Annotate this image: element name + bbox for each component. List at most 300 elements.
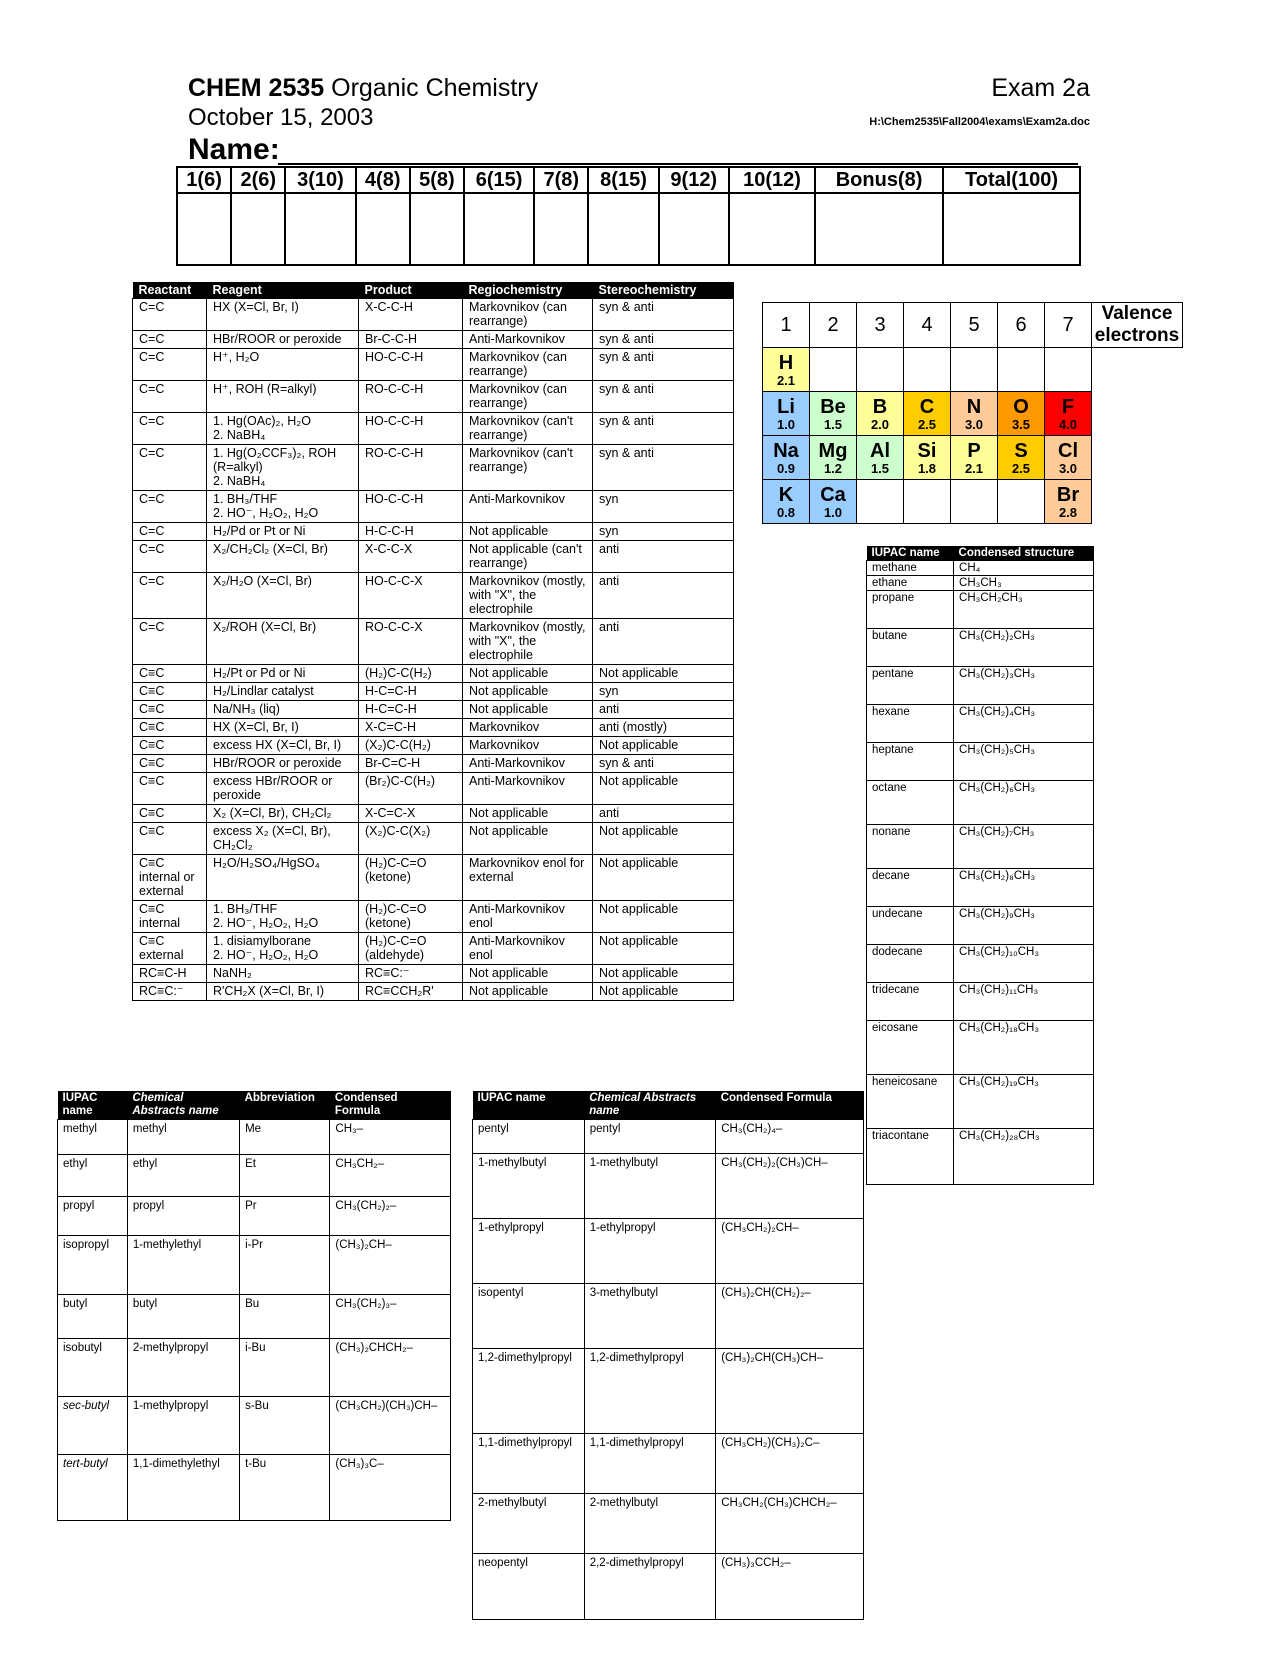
table-cell: X₂/CH₂Cl₂ (X=Cl, Br) xyxy=(207,541,359,573)
table-cell: C≡C xyxy=(133,755,207,773)
table-row xyxy=(473,1284,864,1349)
table-cell: Not applicable xyxy=(463,665,593,683)
table-cell: 2-methylpropyl xyxy=(127,1339,239,1397)
table-cell: Me xyxy=(240,1120,330,1155)
table-cell: nonane xyxy=(867,825,954,869)
table-cell: pentyl xyxy=(473,1120,585,1154)
table-cell: Not applicable (can't rearrange) xyxy=(463,541,593,573)
element-symbol: Be xyxy=(820,395,846,418)
table-cell: 1. disiamylborane 2. HO⁻, H₂O₂, H₂O xyxy=(207,933,359,965)
name-label: Name: xyxy=(188,133,280,166)
table-cell: Not applicable xyxy=(593,773,734,805)
table-cell: methane xyxy=(867,561,954,576)
column-header: Condensed Formula xyxy=(330,1091,451,1120)
table-row xyxy=(473,1349,864,1434)
table-cell: Not applicable xyxy=(593,933,734,965)
element-cell xyxy=(904,392,951,436)
table-cell: H⁺, H₂O xyxy=(207,349,359,381)
table-cell: excess HX (X=Cl, Br, I) xyxy=(207,737,359,755)
electronegativity: 3.0 xyxy=(964,416,984,432)
empty-cell xyxy=(810,348,857,392)
table-cell: CH₃(CH₂)₂– xyxy=(330,1197,451,1236)
table-cell: (H₂)C-C=O (ketone) xyxy=(359,901,463,933)
table-cell: Not applicable xyxy=(463,965,593,983)
column-header: Stereochemistry xyxy=(593,282,734,299)
score-table xyxy=(176,166,1081,266)
table-cell: CH₃(CH₂)₄CH₃ xyxy=(954,705,1094,743)
column-header: IUPAC name xyxy=(473,1091,585,1120)
table-cell: RC≡C:⁻ xyxy=(359,965,463,983)
table-cell: anti xyxy=(593,573,734,619)
column-header: Chemical Abstracts name xyxy=(127,1091,239,1120)
score-header-cell: 7(8) xyxy=(534,167,588,193)
electronegativity: 1.8 xyxy=(917,460,937,476)
table-cell: CH₃(CH₂)₃CH₃ xyxy=(954,667,1094,705)
table-cell: Not applicable xyxy=(463,983,593,1001)
element-symbol: Mg xyxy=(818,439,848,462)
table-cell: butane xyxy=(867,629,954,667)
column-header: Chemical Abstracts name xyxy=(584,1091,716,1120)
score-header-cell: 5(8) xyxy=(410,167,464,193)
element-cell xyxy=(1045,392,1092,436)
element-symbol: S xyxy=(1014,439,1028,462)
table-cell: (CH₃)₃CCH₂– xyxy=(716,1554,864,1620)
table-cell: syn & anti xyxy=(593,413,734,445)
group-number: 6 xyxy=(998,303,1045,348)
table-cell: ethyl xyxy=(58,1155,128,1197)
table-cell: neopentyl xyxy=(473,1554,585,1620)
table-row xyxy=(867,945,1094,983)
table-cell: Not applicable xyxy=(593,665,734,683)
table-cell: (CH₃CH₂)(CH₃)₂C– xyxy=(716,1434,864,1494)
table-cell: C=C xyxy=(133,573,207,619)
table-cell: Markovnikov (can't rearrange) xyxy=(463,445,593,491)
table-cell: HO-C-C-H xyxy=(359,349,463,381)
table-row xyxy=(867,667,1094,705)
period-row xyxy=(763,392,1183,436)
table-row xyxy=(867,1021,1094,1075)
table-row xyxy=(867,561,1094,576)
empty-cell xyxy=(904,480,951,524)
table-cell: s-Bu xyxy=(240,1397,330,1455)
score-entry-cell[interactable] xyxy=(534,193,588,265)
electronegativity: 2.1 xyxy=(776,372,796,388)
table-cell: Markovnikov (can rearrange) xyxy=(463,381,593,413)
electronegativity: 0.9 xyxy=(776,460,796,476)
electronegativity: 0.8 xyxy=(776,504,796,520)
score-header-row xyxy=(177,167,1080,193)
element-cell xyxy=(763,436,810,480)
score-header-cell: 2(6) xyxy=(231,167,285,193)
score-entry-cell[interactable] xyxy=(729,193,815,265)
table-row xyxy=(133,299,734,331)
table-cell: anti (mostly) xyxy=(593,719,734,737)
empty-cell xyxy=(1045,348,1092,392)
table-row xyxy=(867,825,1094,869)
element-cell xyxy=(1045,436,1092,480)
table-row xyxy=(133,523,734,541)
column-header: Product xyxy=(359,282,463,299)
table-cell: eicosane xyxy=(867,1021,954,1075)
table-row xyxy=(867,743,1094,781)
table-cell: C=C xyxy=(133,445,207,491)
table-cell: CH₃(CH₂)₂(CH₃)CH– xyxy=(716,1154,864,1219)
table-row xyxy=(58,1236,451,1295)
table-cell: CH₃CH₃ xyxy=(954,576,1094,591)
table-cell: isopropyl xyxy=(58,1236,128,1295)
course-name: Organic Chemistry xyxy=(324,74,539,102)
table-cell: Not applicable xyxy=(593,965,734,983)
table-cell: (CH₃)₃C– xyxy=(330,1455,451,1521)
table-row xyxy=(133,445,734,491)
score-entry-cell[interactable] xyxy=(943,193,1080,265)
element-symbol: Si xyxy=(917,439,937,462)
electronegativity: 1.5 xyxy=(823,416,843,432)
table-cell: tert-butyl xyxy=(58,1455,128,1521)
table-cell: RC≡CCH₂R' xyxy=(359,983,463,1001)
score-header-cell: 4(8) xyxy=(356,167,410,193)
table-cell: anti xyxy=(593,619,734,665)
column-header: IUPAC name xyxy=(58,1091,128,1120)
table-cell: 1-methylbutyl xyxy=(584,1154,716,1219)
table-cell: syn & anti xyxy=(593,349,734,381)
table-row xyxy=(867,907,1094,945)
empty-cell xyxy=(998,480,1045,524)
electronegativity: 4.0 xyxy=(1058,416,1078,432)
table-cell: syn & anti xyxy=(593,445,734,491)
table-row xyxy=(867,781,1094,825)
table-row xyxy=(473,1434,864,1494)
table-cell: H⁺, ROH (R=alkyl) xyxy=(207,381,359,413)
table-cell: (Br₂)C-C(H₂) xyxy=(359,773,463,805)
score-entry-cell[interactable] xyxy=(464,193,534,265)
electronegativity: 2.8 xyxy=(1058,504,1078,520)
group-number: 1 xyxy=(763,303,810,348)
table-cell: CH₃CH₂(CH₃)CHCH₂– xyxy=(716,1494,864,1554)
table-cell: C=C xyxy=(133,619,207,665)
element-symbol: C xyxy=(919,395,935,418)
table-cell: (H₂)C-C=O (ketone) xyxy=(359,855,463,901)
table-cell: HO-C-C-X xyxy=(359,573,463,619)
table-cell: C≡C xyxy=(133,737,207,755)
table-row xyxy=(133,805,734,823)
table-row xyxy=(473,1154,864,1219)
score-header-cell: 1(6) xyxy=(177,167,231,193)
table-cell: heptane xyxy=(867,743,954,781)
table-cell: t-Bu xyxy=(240,1455,330,1521)
table-cell: RC≡C:⁻ xyxy=(133,983,207,1001)
table-cell: CH₃CH₂CH₃ xyxy=(954,591,1094,629)
element-symbol: K xyxy=(778,483,794,506)
table-cell: H₂/Lindlar catalyst xyxy=(207,683,359,701)
table-cell: octane xyxy=(867,781,954,825)
table-cell: C=C xyxy=(133,491,207,523)
table-cell: 2-methylbutyl xyxy=(584,1494,716,1554)
column-header: Reactant xyxy=(133,282,207,299)
group-number: 7 xyxy=(1045,303,1092,348)
table-cell: 1,1-dimethylethyl xyxy=(127,1455,239,1521)
table-row xyxy=(133,855,734,901)
table-cell: C=C xyxy=(133,349,207,381)
table-cell: X-C=C-H xyxy=(359,719,463,737)
table-cell: RO-C-C-H xyxy=(359,445,463,491)
table-cell: 1. BH₃/THF 2. HO⁻, H₂O₂, H₂O xyxy=(207,901,359,933)
name-field[interactable] xyxy=(278,163,1078,165)
element-symbol: B xyxy=(872,395,888,418)
element-symbol: F xyxy=(1061,395,1075,418)
table-cell: syn xyxy=(593,523,734,541)
table-cell: i-Bu xyxy=(240,1339,330,1397)
element-cell xyxy=(857,436,904,480)
table-cell: (H₂)C-C(H₂) xyxy=(359,665,463,683)
table-cell: decane xyxy=(867,869,954,907)
table-cell: C≡C external xyxy=(133,933,207,965)
periodic-table xyxy=(762,302,1183,524)
table-cell: CH₃(CH₂)₃– xyxy=(330,1295,451,1339)
table-cell: CH₃(CH₂)₆CH₃ xyxy=(954,781,1094,825)
column-header: IUPAC name xyxy=(867,546,954,561)
table-row xyxy=(58,1339,451,1397)
element-cell xyxy=(1045,480,1092,524)
electronegativity: 1.2 xyxy=(823,460,843,476)
table-cell: Not applicable xyxy=(463,701,593,719)
score-entry-cell[interactable] xyxy=(659,193,729,265)
table-cell: X₂ (X=Cl, Br), CH₂Cl₂ xyxy=(207,805,359,823)
reaction-table xyxy=(132,282,734,1001)
table-cell: CH₃(CH₂)₂₈CH₃ xyxy=(954,1129,1094,1185)
table-row xyxy=(867,1129,1094,1185)
table-row xyxy=(867,705,1094,743)
file-path: H:\Chem2535\Fall2004\exams\Exam2a.doc xyxy=(869,116,1090,128)
table-cell: Br-C-C-H xyxy=(359,331,463,349)
empty-cell xyxy=(951,348,998,392)
table-cell: C≡C xyxy=(133,683,207,701)
column-header: Condensed Formula xyxy=(716,1091,864,1120)
table-cell: propyl xyxy=(58,1197,128,1236)
table-row xyxy=(133,381,734,413)
table-row xyxy=(867,591,1094,629)
table-cell: Markovnikov (can rearrange) xyxy=(463,299,593,331)
electronegativity: 2.1 xyxy=(964,460,984,476)
element-cell xyxy=(951,392,998,436)
element-cell xyxy=(810,480,857,524)
table-cell: CH₃(CH₂)₁₈CH₃ xyxy=(954,1021,1094,1075)
table-row xyxy=(133,573,734,619)
element-cell xyxy=(998,392,1045,436)
element-symbol: N xyxy=(966,395,982,418)
table-cell: pentane xyxy=(867,667,954,705)
table-cell: C≡C xyxy=(133,773,207,805)
element-cell xyxy=(904,436,951,480)
table-row xyxy=(133,737,734,755)
table-row xyxy=(133,683,734,701)
table-row xyxy=(133,773,734,805)
table-cell: butyl xyxy=(127,1295,239,1339)
table-cell: CH₃(CH₂)₂CH₃ xyxy=(954,629,1094,667)
electronegativity: 2.5 xyxy=(1011,460,1031,476)
table-cell: Not applicable xyxy=(593,983,734,1001)
group-number: 2 xyxy=(810,303,857,348)
table-cell: CH₃– xyxy=(330,1120,451,1155)
table-row xyxy=(133,491,734,523)
table-cell: C=C xyxy=(133,299,207,331)
table-cell: isobutyl xyxy=(58,1339,128,1397)
table-cell: (X₂)C-C(H₂) xyxy=(359,737,463,755)
score-entry-cell[interactable] xyxy=(177,193,231,265)
table-row xyxy=(867,629,1094,667)
table-cell: 1-methylpropyl xyxy=(127,1397,239,1455)
table-cell: anti xyxy=(593,805,734,823)
table-cell: HBr/ROOR or peroxide xyxy=(207,331,359,349)
score-entry-cell[interactable] xyxy=(410,193,464,265)
table-cell: CH₃(CH₂)₁₀CH₃ xyxy=(954,945,1094,983)
score-header-cell: 10(12) xyxy=(729,167,815,193)
element-cell xyxy=(763,392,810,436)
empty-cell xyxy=(904,348,951,392)
table-cell: Et xyxy=(240,1155,330,1197)
substituent-table-1-header xyxy=(58,1091,451,1120)
table-cell: NaNH₂ xyxy=(207,965,359,983)
table-cell: (CH₃CH₂)₂CH– xyxy=(716,1219,864,1284)
table-cell: 1-ethylpropyl xyxy=(584,1219,716,1284)
table-cell: Markovnikov (can rearrange) xyxy=(463,349,593,381)
table-cell: syn & anti xyxy=(593,299,734,331)
table-row xyxy=(133,701,734,719)
period-row xyxy=(763,480,1183,524)
table-cell: RO-C-C-X xyxy=(359,619,463,665)
course-code: CHEM 2535 xyxy=(188,74,325,102)
table-cell: 1. Hg(OAc)₂, H₂O 2. NaBH₄ xyxy=(207,413,359,445)
score-header-cell: 3(10) xyxy=(285,167,355,193)
table-cell: Markovnikov (can't rearrange) xyxy=(463,413,593,445)
score-entry-cell[interactable] xyxy=(815,193,943,265)
table-cell: ethyl xyxy=(127,1155,239,1197)
table-row xyxy=(58,1397,451,1455)
table-row xyxy=(133,901,734,933)
table-cell: dodecane xyxy=(867,945,954,983)
table-cell: CH₃(CH₂)₈CH₃ xyxy=(954,869,1094,907)
element-symbol: Al xyxy=(870,439,890,462)
column-header: Condensed structure xyxy=(954,546,1094,561)
table-cell: 1-ethylpropyl xyxy=(473,1219,585,1284)
table-cell: 1,2-dimethylpropyl xyxy=(584,1349,716,1434)
table-cell: Na/NH₃ (liq) xyxy=(207,701,359,719)
score-entry-row xyxy=(177,193,1080,265)
course-title xyxy=(188,74,538,103)
score-entry-cell[interactable] xyxy=(356,193,410,265)
empty-cell xyxy=(998,348,1045,392)
table-cell: anti xyxy=(593,541,734,573)
table-cell: C≡C internal xyxy=(133,901,207,933)
table-cell: (CH₃)₂CH(CH₃)CH– xyxy=(716,1349,864,1434)
table-row xyxy=(58,1295,451,1339)
table-cell: X-C=C-X xyxy=(359,805,463,823)
table-cell: C=C xyxy=(133,541,207,573)
element-symbol: Ca xyxy=(820,483,846,506)
table-row xyxy=(133,665,734,683)
substituent-table-2-header xyxy=(473,1091,864,1120)
table-row xyxy=(133,331,734,349)
table-cell: C≡C xyxy=(133,823,207,855)
table-cell: Markovnikov (mostly, with "X", the electrophile xyxy=(463,619,593,665)
table-cell: anti xyxy=(593,701,734,719)
table-row xyxy=(867,983,1094,1021)
electronegativity: 1.5 xyxy=(870,460,890,476)
table-cell: tridecane xyxy=(867,983,954,1021)
table-cell: undecane xyxy=(867,907,954,945)
table-cell: syn xyxy=(593,683,734,701)
empty-cell xyxy=(857,480,904,524)
substituent-table-1 xyxy=(57,1091,451,1521)
element-symbol: P xyxy=(967,439,981,462)
group-number: 4 xyxy=(904,303,951,348)
table-cell: Anti-Markovnikov xyxy=(463,755,593,773)
score-entry-cell[interactable] xyxy=(285,193,355,265)
score-header-cell: 6(15) xyxy=(464,167,534,193)
table-cell: 1. BH₃/THF 2. HO⁻, H₂O₂, H₂O xyxy=(207,491,359,523)
table-cell: C=C xyxy=(133,331,207,349)
table-cell: Markovnikov xyxy=(463,719,593,737)
score-header-cell: Total(100) xyxy=(943,167,1080,193)
table-cell: Not applicable xyxy=(463,683,593,701)
table-cell: excess X₂ (X=Cl, Br), CH₂Cl₂ xyxy=(207,823,359,855)
table-cell: (CH₃CH₂)(CH₃)CH– xyxy=(330,1397,451,1455)
element-cell xyxy=(810,392,857,436)
electronegativity: 2.5 xyxy=(917,416,937,432)
table-cell: propane xyxy=(867,591,954,629)
periodic-table-header xyxy=(763,303,1183,348)
table-cell: Not applicable xyxy=(463,823,593,855)
score-entry-cell[interactable] xyxy=(231,193,285,265)
table-cell: syn & anti xyxy=(593,381,734,413)
table-cell: Not applicable xyxy=(463,805,593,823)
element-symbol: Br xyxy=(1056,483,1080,506)
table-cell: C≡C xyxy=(133,719,207,737)
table-cell: 1. Hg(O₂CCF₃)₂, ROH (R=alkyl) 2. NaBH₄ xyxy=(207,445,359,491)
table-cell: Anti-Markovnikov xyxy=(463,773,593,805)
electronegativity: 2.0 xyxy=(870,416,890,432)
table-cell: CH₃(CH₂)₁₁CH₃ xyxy=(954,983,1094,1021)
table-cell: Markovnikov (mostly, with "X", the electrophile xyxy=(463,573,593,619)
electronegativity: 1.0 xyxy=(776,416,796,432)
table-row xyxy=(133,755,734,773)
table-row xyxy=(58,1155,451,1197)
table-cell: HO-C-C-H xyxy=(359,413,463,445)
table-cell: C≡C xyxy=(133,701,207,719)
element-cell xyxy=(998,436,1045,480)
table-cell: Not applicable xyxy=(593,855,734,901)
electronegativity: 3.5 xyxy=(1011,416,1031,432)
table-cell: Markovnikov enol for external xyxy=(463,855,593,901)
table-cell: butyl xyxy=(58,1295,128,1339)
table-cell: Not applicable xyxy=(463,523,593,541)
table-cell: X-C-C-X xyxy=(359,541,463,573)
table-cell: sec-butyl xyxy=(58,1397,128,1455)
table-cell: isopentyl xyxy=(473,1284,585,1349)
table-cell: CH₃(CH₂)₅CH₃ xyxy=(954,743,1094,781)
score-entry-cell[interactable] xyxy=(588,193,658,265)
column-header: Abbreviation xyxy=(240,1091,330,1120)
table-row xyxy=(58,1120,451,1155)
reaction-table-header xyxy=(133,282,734,299)
element-symbol: Na xyxy=(773,439,799,462)
table-cell: 3-methylbutyl xyxy=(584,1284,716,1349)
table-row xyxy=(473,1219,864,1284)
table-cell: C≡C xyxy=(133,805,207,823)
table-cell: X₂/ROH (X=Cl, Br) xyxy=(207,619,359,665)
table-cell: X-C-C-H xyxy=(359,299,463,331)
group-number: 3 xyxy=(857,303,904,348)
